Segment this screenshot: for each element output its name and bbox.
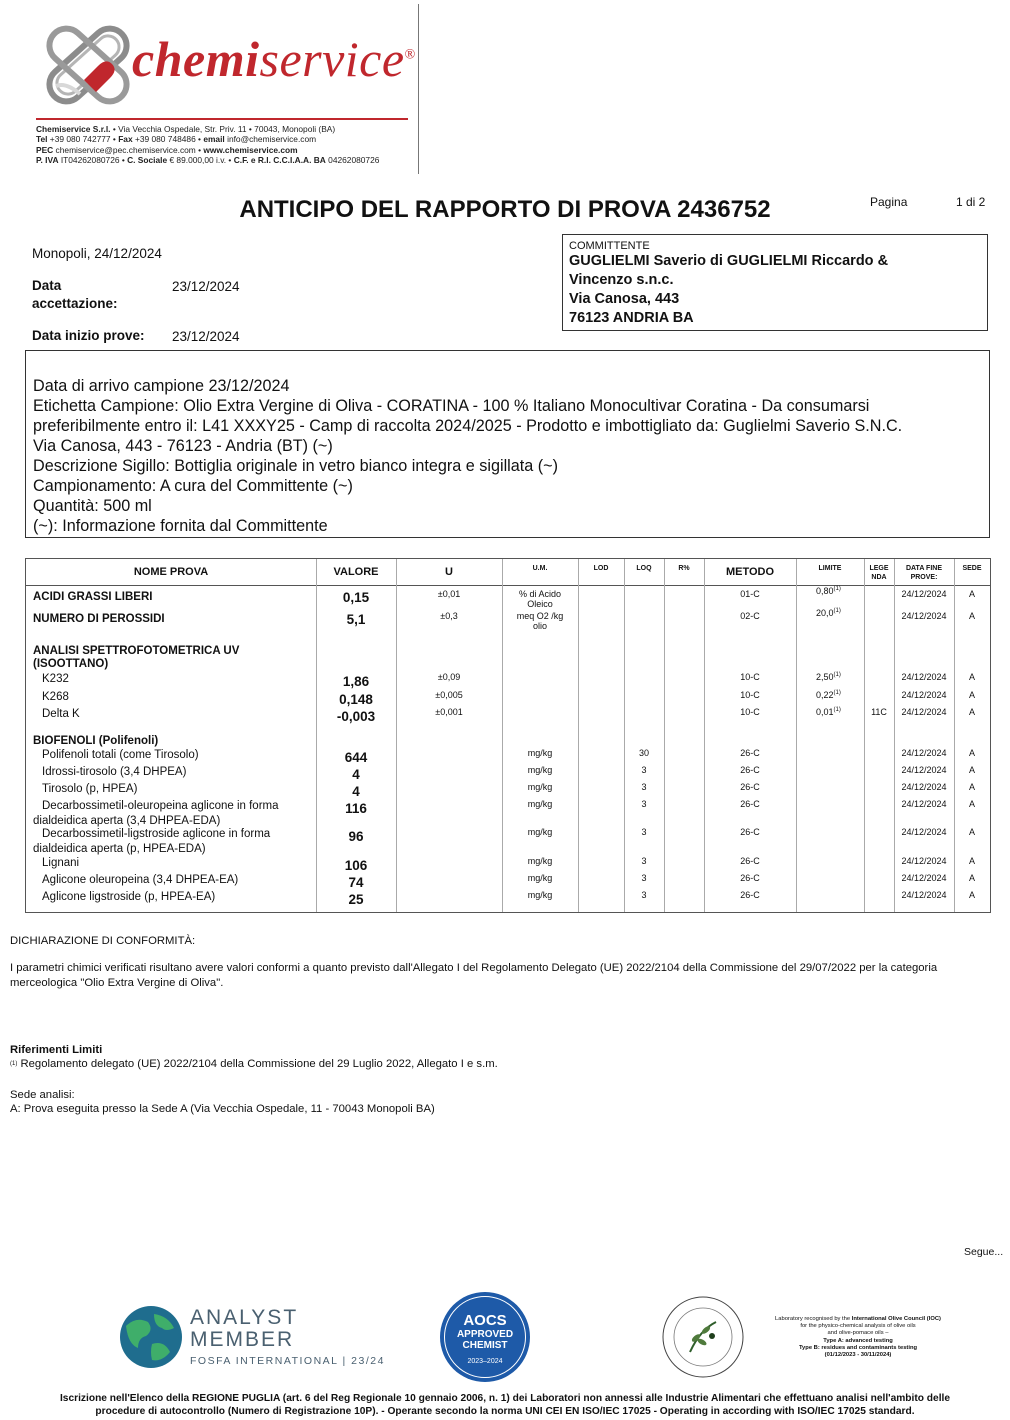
test-method: 26-C (740, 748, 760, 758)
test-value: 116 (345, 801, 367, 816)
sample-line: Via Canosa, 443 - 76123 - Andria (BT) (~) (33, 437, 333, 455)
test-method: 02-C (740, 611, 760, 621)
test-unit: mg/kg (527, 782, 553, 792)
test-loq: 3 (641, 799, 647, 809)
test-end-date: 24/12/2024 (901, 782, 947, 792)
company-info-line: PEC chemiservice@pec.chemiservice.com • www.chemiservice.com (36, 144, 298, 155)
test-uncertainty: ±0,09 (437, 672, 461, 682)
test-limit: 2,50$^{(1)}$ (816, 672, 841, 682)
test-method: 26-C (740, 782, 760, 792)
test-site: A (968, 589, 975, 599)
test-end-date: 24/12/2024 (901, 748, 947, 758)
aocs-badge (440, 1292, 530, 1382)
col-limite: LIMITE (818, 565, 842, 572)
col-lod: LOD (593, 565, 609, 572)
test-loq: 3 (641, 765, 647, 775)
test-method: 26-C (740, 827, 760, 837)
section-title: (ISOOTTANO) (33, 658, 109, 670)
col-data-fine: DATA FINE PROVE: (905, 565, 943, 581)
test-site: A (968, 689, 975, 700)
col-metodo: METODO (725, 566, 775, 578)
test-value: 96 (348, 829, 364, 844)
test-uncertainty: ±0,3 (440, 611, 458, 621)
test-site: A (968, 748, 975, 758)
test-method: 01-C (740, 589, 760, 599)
test-site: A (968, 611, 975, 621)
ioc-text-line: Laboratory recognised by the International Olive Council (IOC) (775, 1316, 941, 1322)
test-site: A (968, 765, 975, 775)
acceptance-date: 23/12/2024 (172, 279, 240, 294)
test-end-date: 24/12/2024 (901, 827, 947, 837)
test-value: 0,15 (342, 590, 370, 605)
sample-line: (~): Informazione fornita dal Committente (33, 517, 328, 535)
client-line: GUGLIELMI Saverio di GUGLIELMI Riccardo & (569, 253, 889, 269)
test-unit: olio (532, 621, 547, 631)
test-loq: 3 (641, 827, 647, 837)
ioc-text-line: (01/12/2023 - 30/11/2024) (824, 1352, 892, 1359)
report-title: ANTICIPO DEL RAPPORTO DI PROVA 2436752 (239, 196, 771, 223)
test-site: A (968, 707, 975, 717)
test-unit: mg/kg (527, 765, 553, 775)
test-name: Decarbossimetil-ligstroside aglicone in forma (42, 828, 271, 840)
test-unit: mg/kg (527, 890, 553, 900)
client-caption: COMMITTENTE (569, 240, 650, 252)
test-start-label: Data inizio prove: (32, 328, 145, 343)
aocs-badge-title: AOCS (463, 1312, 507, 1329)
declaration-text: I parametri chimici verificati risultano avere valori conformi a quanto previsto dall'Allegato I del Regolamento Delegato (UE) 2022/2104 della Commissione del 29/07/2022 per la categoria merceologica "Olio Extra Vergine di Oliva". (10, 962, 938, 989)
section-title: BIOFENOLI (Polifenoli) (33, 735, 159, 747)
footer-registration: Iscrizione nell'Elenco della REGIONE PUGLIA (art. 6 del Reg Regionale 10 gennaio 2006, n. 1) dei Laboratori non annessi alle Industrie Alimentari che effettuano analisi nell'ambito delle procedure di autocontrollo (Numero di Registrazione 10P). - Operante secondo la norma UNI CEI EN ISO/IEC 17025 - Operating in according with ISO/IEC 17025 standard. (59, 1393, 951, 1417)
test-value: 74 (348, 875, 364, 890)
chemiservice-logo-icon (36, 20, 140, 110)
test-legend: 11C (871, 707, 887, 717)
test-site: A (968, 799, 975, 809)
client-line: 76123 ANDRIA BA (569, 310, 694, 326)
test-method: 10-C (740, 707, 760, 717)
col-legenda: LEGE NDA (869, 565, 889, 581)
test-name: K232 (42, 673, 69, 685)
test-value: -0,003 (336, 709, 376, 724)
sample-line: Data di arrivo campione 23/12/2024 (33, 377, 290, 395)
header-divider (418, 4, 419, 174)
column-divider (864, 559, 865, 912)
test-name: Lignani (42, 857, 80, 869)
limits-references-text: $^{(1)}$ Regolamento delegato (UE) 2022/2104 della Commissione del 29 Luglio 2022, Allegato I e s.m. (10, 1058, 498, 1070)
ioc-text-line: Type A: advanced testing (823, 1337, 893, 1344)
col-um: U.M. (532, 565, 548, 572)
col-loq: LOQ (636, 565, 652, 572)
test-method: 26-C (740, 856, 760, 866)
site-title: Sede analisi: (10, 1089, 75, 1101)
ioc-text-line: for the physico-chemical analysis of olive oils (800, 1323, 916, 1330)
test-name: Aglicone ligstroside (p, HPEA-EA) (42, 891, 216, 903)
section-title: ANALISI SPETTROFOTOMETRICA UV (33, 645, 240, 657)
test-uncertainty: ±0,01 (437, 589, 461, 599)
test-unit: mg/kg (527, 799, 553, 809)
test-unit: mg/kg (527, 827, 553, 837)
test-name: K268 (42, 690, 69, 703)
analyst-member-badge-line-2: MEMBER (190, 1328, 295, 1351)
test-value: 5,1 (346, 612, 366, 627)
header-rule (36, 118, 408, 120)
sample-line: Descrizione Sigillo: Bottiglia originale in vetro bianco integra e sigillata (~) (33, 457, 559, 475)
test-end-date: 24/12/2024 (901, 589, 947, 599)
aocs-badge-years: 2023–2024 (467, 1358, 503, 1365)
test-method: 26-C (740, 873, 760, 883)
test-site: A (968, 856, 975, 866)
test-name: Aglicone oleuropeina (3,4 DHPEA-EA) (42, 874, 239, 886)
results-table (25, 558, 991, 913)
col-valore: VALORE (333, 566, 379, 578)
column-divider (578, 559, 579, 912)
test-end-date: 24/12/2024 (901, 707, 947, 717)
ioc-seal-icon (660, 1294, 746, 1380)
test-name: ACIDI GRASSI LIBERI (33, 591, 153, 603)
test-site: A (968, 782, 975, 792)
ioc-text-line: Type B: residues and contaminants testing (798, 1344, 918, 1351)
test-limit: 0,22$^{(1)}$ (816, 689, 841, 700)
company-info (36, 124, 416, 166)
test-name: dialdeidica aperta (3,4 DHPEA-EDA) (33, 815, 221, 827)
table-header (26, 559, 990, 586)
company-info-line: Chemiservice S.r.l. • Via Vecchia Ospedale, Str. Priv. 11 • 70043, Monopoli (BA) (36, 124, 336, 134)
test-site: A (968, 827, 975, 837)
client-line: Vincenzo s.n.c. (569, 272, 674, 288)
col-u: U (445, 566, 453, 578)
test-loq: 3 (641, 890, 647, 900)
test-value: 25 (348, 892, 364, 907)
test-name: dialdeidica aperta (p, HPEA-EDA) (33, 843, 206, 855)
test-name: Tirosolo (p, HPEA) (42, 783, 138, 795)
test-value: 0,148 (339, 691, 373, 707)
test-method: 26-C (740, 799, 760, 809)
client-line: Via Canosa, 443 (569, 291, 680, 307)
test-name: Polifenoli totali (come Tirosolo) (42, 749, 199, 761)
column-divider (664, 559, 665, 912)
test-method: 26-C (740, 890, 760, 900)
analyst-member-badge-line-3: FOSFA INTERNATIONAL | 23/24 (190, 1355, 385, 1367)
continued-text: Segue... (964, 1246, 1004, 1258)
sample-line: Etichetta Campione: Olio Extra Vergine di Oliva - CORATINA - 100 % Italiano Monocultivar Coratina - Da consumarsi (33, 397, 870, 415)
test-method: 26-C (740, 765, 760, 775)
sample-line: Campionamento: A cura del Committente (~) (33, 477, 353, 495)
ioc-text-line: and olive-pomace oils – (827, 1330, 889, 1337)
test-value: 4 (352, 784, 360, 799)
test-loq: 3 (641, 873, 647, 883)
test-limit: 20,0$^{(1)}$ (816, 608, 841, 618)
page-label: Pagina (870, 195, 908, 209)
test-method: 10-C (740, 672, 760, 682)
test-unit: % di Acido (518, 589, 562, 599)
aocs-badge-line-3: CHEMIST (462, 1340, 508, 1351)
test-loq: 30 (638, 748, 649, 758)
sample-info-box (25, 350, 990, 538)
test-end-date: 24/12/2024 (901, 672, 947, 682)
test-limit: 0,01$^{(1)}$ (816, 707, 841, 717)
acceptance-date-label-2: accettazione: (32, 296, 118, 311)
test-method: 10-C (740, 689, 760, 700)
test-end-date: 24/12/2024 (901, 799, 947, 809)
column-divider (796, 559, 797, 912)
test-name: Idrossi-tirosolo (3,4 DHPEA) (42, 766, 187, 778)
test-unit: mg/kg (527, 873, 553, 883)
test-name: Delta K (42, 708, 80, 720)
test-end-date: 24/12/2024 (901, 611, 947, 621)
declaration-title: DICHIARAZIONE DI CONFORMITÀ: (10, 935, 196, 947)
test-name: NUMERO DI PEROSSIDI (33, 613, 165, 625)
place-date: Monopoli, 24/12/2024 (32, 246, 162, 261)
acceptance-date-label-1: Data (32, 278, 62, 293)
test-value: 1,86 (342, 674, 370, 689)
test-start-date: 23/12/2024 (172, 329, 240, 344)
brand-wordmark: chemiservice® (132, 31, 416, 87)
col-r: R% (678, 565, 690, 572)
test-loq: 3 (641, 856, 647, 866)
test-unit: Oleico (527, 599, 553, 609)
company-info-line: P. IVA IT04262080726 • C. Sociale € 89.000,00 i.v. • C.F. e R.I. C.C.I.A.A. BA 04262080726 (36, 155, 380, 166)
sample-line: preferibilmente entro il: L41 XXXY25 - Camp di raccolta 2024/2025 - Prodotto e imbottigliato da: Guglielmi Saverio S.N.C. (33, 417, 903, 435)
site-text: A: Prova eseguita presso la Sede A (Via Vecchia Ospedale, 11 - 70043 Monopoli BA) (10, 1103, 435, 1115)
col-sede: SEDE (962, 565, 982, 572)
test-uncertainty: ±0,005 (435, 689, 463, 700)
company-info-line: Tel +39 080 742777 • Fax +39 080 748486 • email info@chemiservice.com (36, 134, 317, 145)
limits-references-title: Riferimenti Limiti (10, 1044, 103, 1056)
test-limit: 0,80$^{(1)}$ (816, 586, 841, 596)
client-box (562, 234, 988, 331)
test-value: 4 (352, 767, 360, 782)
test-end-date: 24/12/2024 (901, 873, 947, 883)
globe-icon (118, 1304, 184, 1370)
test-value: 644 (344, 750, 368, 765)
test-unit: meq O2 /kg (516, 611, 564, 621)
col-nome-prova: NOME PROVA (133, 566, 209, 578)
test-end-date: 24/12/2024 (901, 765, 947, 775)
test-value: 106 (344, 858, 368, 873)
test-loq: 3 (641, 782, 647, 792)
test-end-date: 24/12/2024 (901, 856, 947, 866)
test-site: A (968, 890, 975, 900)
analyst-member-badge-line-1: ANALYST (190, 1306, 299, 1329)
aocs-badge-line-2: APPROVED (456, 1329, 514, 1340)
sample-line: Quantità: 500 ml (33, 497, 152, 515)
test-unit: mg/kg (527, 856, 553, 866)
page-number: 1 di 2 (956, 195, 986, 209)
test-unit: mg/kg (527, 748, 553, 758)
test-site: A (968, 672, 975, 682)
ioc-recognition-text (768, 1316, 948, 1359)
test-uncertainty: ±0,001 (435, 707, 463, 717)
test-site: A (968, 873, 975, 883)
test-name: Decarbossimetil-oleuropeina aglicone in forma (42, 800, 279, 812)
test-end-date: 24/12/2024 (901, 890, 947, 900)
test-end-date: 24/12/2024 (901, 689, 947, 700)
